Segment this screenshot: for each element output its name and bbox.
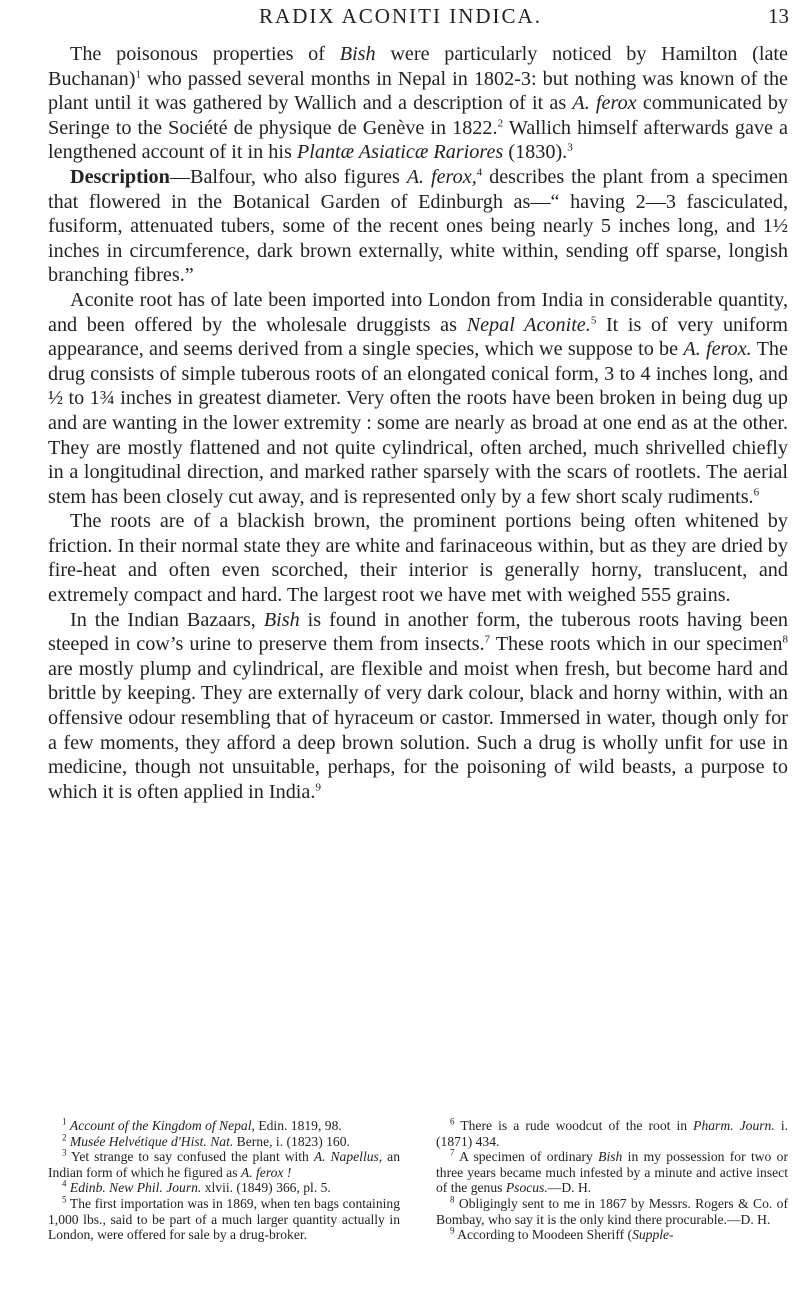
text-run: xlvii. (1849) 366, pl. 5.: [201, 1180, 331, 1196]
text-run: These roots which in our specimen: [490, 633, 783, 656]
footnote-marker: 3: [567, 141, 573, 154]
paragraph: [48, 509, 788, 607]
text-run: (1830).: [503, 141, 568, 164]
text-run: According to Moodeen Sheriff (: [454, 1227, 633, 1243]
italic-text: Bish: [263, 608, 300, 631]
text-run: The poisonous properties of: [70, 43, 340, 65]
italic-text: Pharm. Journ.: [693, 1118, 775, 1133]
footnote-marker: 7: [484, 633, 491, 646]
footnote-marker: 2: [497, 117, 504, 130]
text-run: in my possession for two or three years became much infested by a minute and active insect of the genus: [436, 1149, 788, 1196]
footnote-marker: 4: [476, 166, 483, 179]
footnote: [48, 1134, 400, 1150]
italic-text: A. ferox.: [683, 338, 752, 361]
footnote: [436, 1227, 788, 1243]
italic-text: Psocus.: [505, 1180, 548, 1196]
text-run: The roots are of a blackish brown, the prominent portions being often whitened by friction. In their normal state they are white and farinaceous within, but as they are dried by fire-heat and often even scorched, their interior is generally horny, translucent, and extremely compact and hard. The largest root we have met with weighed 555 grains.: [48, 510, 788, 607]
footnote-marker: 6: [450, 1116, 455, 1127]
footnote-marker: 7: [450, 1147, 455, 1158]
italic-text: A. ferox,: [406, 165, 477, 188]
paragraph: [48, 165, 788, 288]
text-run: communicated by Seringe to the Société de physique de Genève in 1822.: [48, 92, 789, 139]
footnote-marker: 9: [315, 781, 321, 794]
text-run: describes the plant from a specimen that flowered in the Botanical Garden of Edinburgh as—“ having 2—3 fasciculated, fusiform, attenuated tubers, some of the recent ones being nearly 5 inches long, and 1½ inches in circumference, dark brown externally, white within, sending off sparse, longish branching fibres.”: [48, 165, 789, 287]
running-title: RADIX ACONITI INDICA.: [259, 4, 542, 28]
bold-text: Description: [70, 165, 170, 188]
italic-text: Account of the Kingdom of Nepal,: [69, 1118, 255, 1133]
paragraph: [48, 608, 788, 805]
footnote-marker: 4: [62, 1178, 67, 1189]
footnote: [48, 1196, 400, 1243]
footnotes: [48, 1118, 788, 1243]
text-run: It is of very uniform appearance, and seems derived from a single species, which we suppose to be: [48, 313, 788, 361]
footnote: [436, 1149, 788, 1196]
footnote-marker: 9: [450, 1225, 455, 1236]
footnote: [48, 1118, 400, 1134]
text-run: —Balfour, who also figures: [169, 165, 407, 188]
text-run: Obligingly sent to me in 1867 by Messrs. Rogers & Co. of Bombay, who say it is the only kind there procurable.—D. H.: [436, 1195, 788, 1227]
page-number: 13: [768, 4, 789, 28]
footnote-marker: 3: [62, 1147, 67, 1158]
italic-text: Nepal Aconite.: [466, 313, 591, 336]
footnote-marker: 6: [753, 485, 760, 498]
text-run: A specimen of ordinary: [454, 1149, 599, 1165]
text-run: The drug consists of simple tuberous roots of an elongated conical form, 3 to 4 inches long, and ½ to 1¾ inches in greatest diameter. Very often the roots have been broken in being dug up and are wanting in the lower extremity : some are nearly as broad at one end as at the other. They are mostly flattened and not quite cylindrical, often arched, much shrivelled chiefly in a longitudinal direction, and marked rather sparsely with the scars of rootlets. The aerial stem has been closely cut away, and is represented only by a few short scaly rudiments.: [48, 338, 788, 508]
text-run: Wallich himself afterwards gave a lengthened account of it in his: [48, 116, 788, 164]
paragraph: [48, 288, 788, 509]
text-run: —D. H.: [547, 1180, 592, 1196]
italic-text: Plantæ Asiaticæ Rariores: [296, 141, 504, 164]
body-text: [48, 42, 788, 804]
italic-text: Supple-: [632, 1227, 674, 1243]
text-run: Edin. 1819, 98.: [254, 1118, 342, 1133]
italic-text: Edinb. New Phil. Journ.: [69, 1180, 202, 1196]
text-run: In the Indian Bazaars,: [70, 608, 264, 631]
footnote-marker: 5: [62, 1194, 67, 1205]
text-run: were particularly noticed by Hamilton (late Buchanan): [48, 43, 788, 90]
footnote: [48, 1149, 400, 1180]
text-run: Aconite root has of late been imported into London from India in considerable quantity, and been offered by the wholesale druggists as: [48, 288, 788, 336]
text-run: an Indian form of which he figured as: [48, 1149, 400, 1180]
footnote-marker: 8: [782, 633, 788, 646]
footnote-marker: 1: [135, 67, 141, 80]
footnote-marker: 1: [62, 1116, 67, 1127]
running-head: [0, 4, 801, 34]
italic-text: A. ferox !: [240, 1164, 292, 1180]
footnote-marker: 8: [450, 1194, 455, 1205]
italic-text: Musée Helvétique d'Hist. Nat.: [69, 1133, 234, 1149]
text-run: is found in another form, the tuberous roots having been steeped in cow’s urine to preserve them from insects.: [48, 608, 789, 656]
italic-text: Bish: [598, 1149, 623, 1165]
italic-text: Bish: [339, 43, 376, 65]
paragraph: [48, 42, 788, 165]
footnote: [436, 1196, 788, 1227]
footnote-marker: 2: [62, 1132, 67, 1143]
footnote-marker: 5: [590, 313, 597, 326]
italic-text: A. ferox: [572, 92, 637, 115]
italic-text: A. Napellus,: [313, 1149, 383, 1165]
footnotes-right-column: [436, 1118, 788, 1243]
footnote: [436, 1118, 788, 1149]
footnote: [48, 1180, 400, 1196]
text-run: who passed several months in Nepal in 1802-3: but nothing was known of the plant until it was gathered by Wallich and a description of it as: [48, 67, 788, 115]
footnotes-left-column: [48, 1118, 400, 1243]
text-run: Berne, i. (1823) 160.: [233, 1133, 350, 1149]
text-run: i. (1871) 434.: [436, 1118, 788, 1149]
text-run: There is a rude woodcut of the root in: [454, 1118, 694, 1133]
text-run: The first importation was in 1869, when ten bags containing 1,000 lbs., said to be part of a much larger quantity actually in London, were offered for sale by a drug-broker.: [48, 1195, 400, 1243]
text-run: are mostly plump and cylindrical, are flexible and moist when fresh, but become hard and brittle by keeping. They are externally of very dark colour, black and horny within, with an offensive odour resembling that of hyraceum or castor. Immersed in water, though only for a few moments, they afford a deep brown solution. Such a drug is wholly unfit for use in medicine, though not unsuitable, perhaps, for the poisoning of wild beasts, a purpose to which it is often applied in India.: [48, 657, 788, 803]
text-run: Yet strange to say confused the plant with: [66, 1149, 314, 1165]
